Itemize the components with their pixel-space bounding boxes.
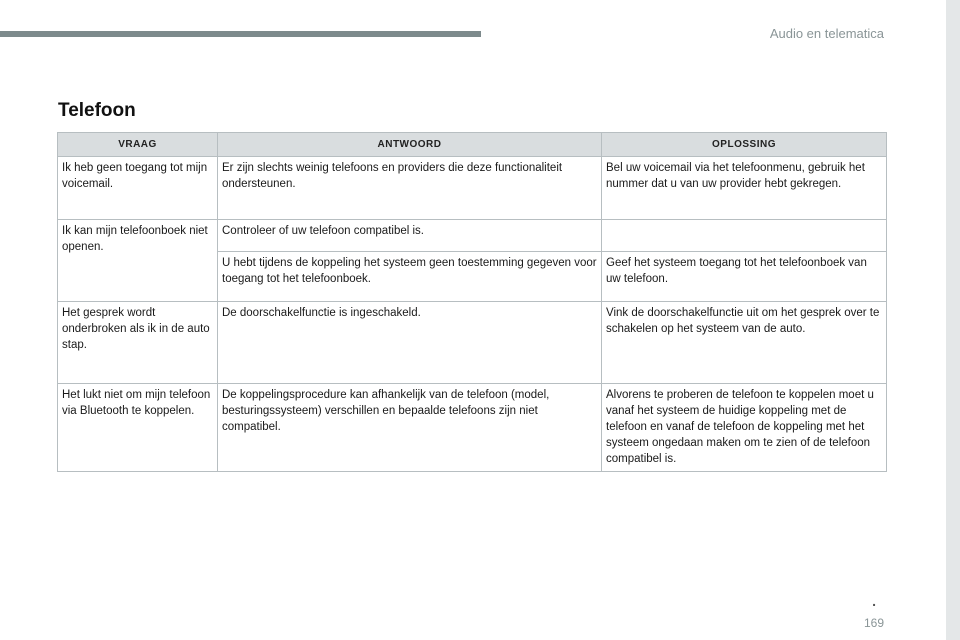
- question-cell: Het gesprek wordt onderbroken als ik in de auto stap.: [58, 302, 218, 384]
- table-header-row: [58, 133, 887, 157]
- page-bullet: .: [872, 593, 876, 609]
- header-antwoord: ANTWOORD: [218, 133, 602, 157]
- solution-cell: Bel uw voicemail via het telefoonmenu, gebruik het nummer dat u van uw provider hebt gekregen.: [602, 157, 887, 220]
- solution-cell: Vink de doorschakelfunctie uit om het gesprek over te schakelen op het systeem van de auto.: [602, 302, 887, 384]
- question-cell: Ik kan mijn telefoonboek niet openen.: [58, 220, 218, 302]
- page-edge-strip: [946, 0, 960, 640]
- header-oplossing: OPLOSSING: [602, 133, 887, 157]
- page-number: 169: [863, 616, 884, 630]
- table-row: [58, 384, 887, 472]
- solution-cell: Geef het systeem toegang tot het telefoonboek van uw telefoon.: [602, 252, 887, 302]
- header-accent-bar: [0, 31, 481, 37]
- answer-cell: U hebt tijdens de koppeling het systeem geen toestemming gegeven voor toegang tot het telefoonboek.: [218, 252, 602, 302]
- solution-cell: [602, 220, 887, 252]
- header-vraag: VRAAG: [58, 133, 218, 157]
- question-cell: Het lukt niet om mijn telefoon via Bluetooth te koppelen.: [58, 384, 218, 472]
- question-cell: Ik heb geen toegang tot mijn voicemail.: [58, 157, 218, 220]
- page-title: Telefoon: [58, 100, 136, 121]
- solution-cell: Alvorens te proberen de telefoon te koppelen moet u vanaf het systeem de huidige koppeling met de telefoon en vanaf de telefoon de koppeling met het systeem ongedaan maken om te zien of de telefoon compatibel is.: [602, 384, 887, 472]
- table-row: [58, 220, 887, 252]
- table-row: [58, 157, 887, 220]
- answer-cell: De doorschakelfunctie is ingeschakeld.: [218, 302, 602, 384]
- answer-cell: De koppelingsprocedure kan afhankelijk van de telefoon (model, besturingssysteem) verschillen en bepaalde telefoons zijn niet compatibel.: [218, 384, 602, 472]
- section-label: Audio en telematica: [769, 26, 884, 41]
- answer-cell: Controleer of uw telefoon compatibel is.: [218, 220, 602, 252]
- faq-table: [57, 132, 887, 472]
- table-row: [58, 302, 887, 384]
- answer-cell: Er zijn slechts weinig telefoons en providers die deze functionaliteit ondersteunen.: [218, 157, 602, 220]
